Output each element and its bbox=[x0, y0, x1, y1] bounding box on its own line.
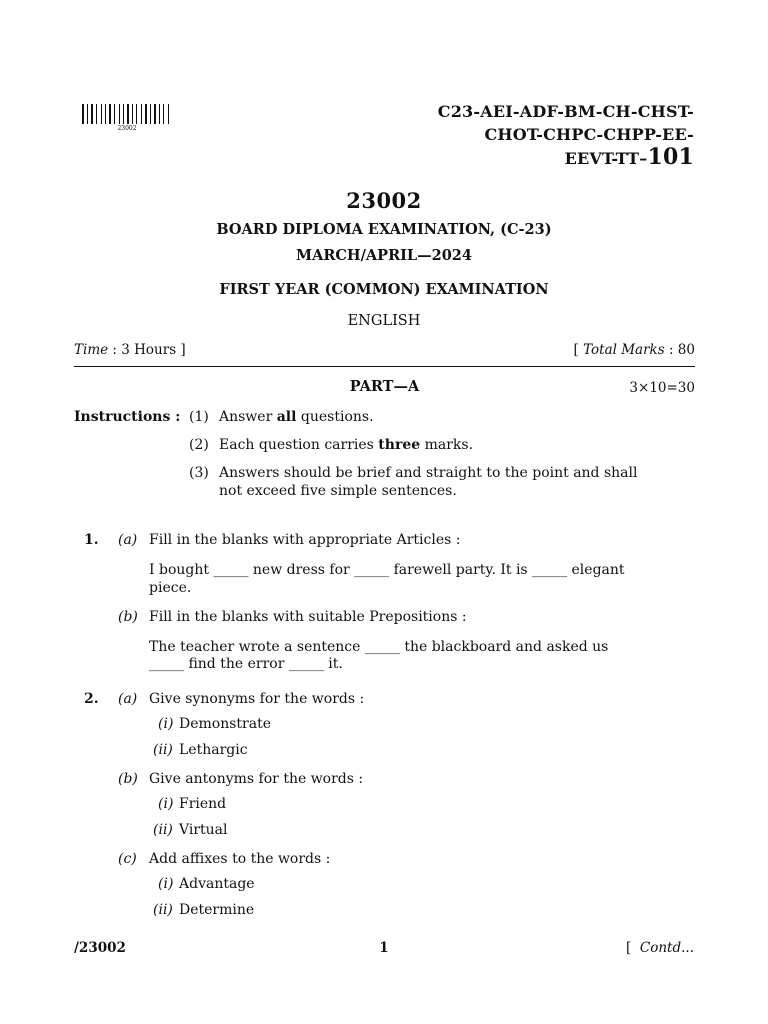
question-1-number: 1. bbox=[84, 532, 99, 548]
question-2b-ii-numeral: (ii) bbox=[153, 822, 173, 838]
part-marks: 3×10=30 bbox=[629, 380, 695, 396]
barcode-bar bbox=[159, 104, 160, 124]
course-code-prefix: EEVT-TT– bbox=[564, 149, 648, 168]
question-2a-letter: (a) bbox=[118, 691, 138, 707]
time-marks-row bbox=[74, 342, 695, 358]
course-code-line-1: C23-AEI-ADF-BM-CH-CHST- bbox=[437, 102, 694, 121]
marks-info bbox=[573, 342, 695, 358]
question-2c-ii-numeral: (ii) bbox=[153, 902, 173, 918]
barcode-bar bbox=[163, 104, 164, 124]
barcode-bar bbox=[168, 104, 169, 124]
question-1b-prompt: Fill in the blanks with suitable Prepositions : bbox=[149, 609, 467, 625]
question-1a-letter: (a) bbox=[118, 532, 138, 548]
part-title: PART—A bbox=[349, 378, 420, 395]
question-2c-prompt: Add affixes to the words : bbox=[149, 851, 331, 867]
instruction-2-post: marks. bbox=[424, 437, 474, 453]
time-value: : 3 Hours ] bbox=[112, 342, 186, 358]
time-info bbox=[74, 342, 186, 358]
question-2a-prompt: Give synonyms for the words : bbox=[149, 691, 365, 707]
barcode-bar bbox=[109, 104, 111, 124]
question-1a-line-1: I bought _____ new dress for _____ farewell party. It is _____ elegant bbox=[149, 562, 625, 578]
instruction-1-post: questions. bbox=[300, 409, 374, 425]
question-1a-prompt: Fill in the blanks with appropriate Articles : bbox=[149, 532, 461, 548]
subject-title: ENGLISH bbox=[347, 313, 421, 329]
question-1b-line-1: The teacher wrote a sentence _____ the blackboard and asked us bbox=[149, 639, 609, 655]
marks-label: Total Marks bbox=[583, 342, 665, 358]
barcode-bar bbox=[119, 104, 120, 124]
footer-paper-code: /23002 bbox=[74, 940, 126, 956]
question-1b-letter: (b) bbox=[118, 609, 138, 625]
question-2a-ii-word: Lethargic bbox=[179, 742, 248, 758]
instruction-1-pre: Answer bbox=[219, 409, 273, 425]
barcode-bar bbox=[82, 104, 84, 124]
barcode-bar bbox=[136, 104, 137, 124]
question-2a-i-word: Demonstrate bbox=[179, 716, 271, 732]
barcode-image bbox=[82, 104, 172, 124]
course-code-line-3 bbox=[438, 146, 694, 170]
page-number: 1 bbox=[379, 940, 389, 956]
instruction-1 bbox=[219, 408, 689, 426]
barcode-bar bbox=[150, 104, 151, 124]
instruction-2-pre: Each question carries bbox=[219, 437, 374, 453]
continued-note bbox=[626, 940, 694, 956]
instruction-2 bbox=[219, 436, 689, 454]
question-2b-letter: (b) bbox=[118, 771, 138, 787]
instructions-label: Instructions : bbox=[74, 409, 181, 425]
barcode-bar bbox=[141, 104, 142, 124]
instruction-1-emphasis: all bbox=[276, 409, 297, 425]
barcode-bar bbox=[132, 104, 133, 124]
continued-bracket: [ bbox=[626, 940, 632, 956]
barcode-bar bbox=[101, 104, 102, 124]
header-divider bbox=[74, 366, 695, 367]
course-code-block bbox=[438, 100, 694, 170]
question-2a-ii-numeral: (ii) bbox=[153, 742, 173, 758]
barcode-bar bbox=[87, 104, 88, 124]
instruction-3-line-2: not exceed five simple sentences. bbox=[219, 483, 457, 499]
paper-code: 23002 bbox=[346, 188, 422, 213]
barcode bbox=[82, 104, 172, 132]
instruction-1-number: (1) bbox=[189, 409, 209, 425]
instruction-3-number: (3) bbox=[189, 465, 209, 481]
barcode-bar bbox=[91, 104, 93, 124]
exam-title: BOARD DIPLOMA EXAMINATION, (C-23) bbox=[216, 221, 552, 238]
barcode-bar bbox=[127, 104, 129, 124]
barcode-bar bbox=[154, 104, 156, 124]
barcode-bar bbox=[96, 104, 97, 124]
question-1a-line-2: piece. bbox=[149, 580, 192, 596]
question-2b-ii-word: Virtual bbox=[179, 822, 228, 838]
question-2-number: 2. bbox=[84, 691, 99, 707]
question-2a-i-numeral: (i) bbox=[158, 716, 174, 732]
instruction-3-line-1: Answers should be brief and straight to the point and shall bbox=[219, 465, 638, 481]
question-2c-i-word: Advantage bbox=[179, 876, 255, 892]
barcode-bar bbox=[123, 104, 124, 124]
question-2b-prompt: Give antonyms for the words : bbox=[149, 771, 364, 787]
marks-bracket: [ bbox=[573, 342, 579, 358]
question-2c-i-numeral: (i) bbox=[158, 876, 174, 892]
instruction-2-emphasis: three bbox=[378, 437, 421, 453]
course-code-line-2: CHOT-CHPC-CHPP-EE- bbox=[484, 125, 694, 144]
question-2b-i-word: Friend bbox=[179, 796, 227, 812]
barcode-bar bbox=[145, 104, 147, 124]
question-1b-line-2: _____ find the error _____ it. bbox=[149, 656, 343, 672]
marks-value: : 80 bbox=[668, 342, 695, 358]
barcode-bar bbox=[114, 104, 115, 124]
question-2c-ii-word: Determine bbox=[179, 902, 255, 918]
continued-text: Contd... bbox=[639, 940, 694, 956]
instruction-2-number: (2) bbox=[189, 437, 209, 453]
barcode-number: 23002 bbox=[117, 125, 137, 132]
barcode-bar bbox=[105, 104, 106, 124]
course-code-number: 101 bbox=[647, 144, 694, 170]
question-2c-letter: (c) bbox=[118, 851, 137, 867]
time-label: Time bbox=[74, 342, 109, 358]
year-title: FIRST YEAR (COMMON) EXAMINATION bbox=[219, 281, 549, 298]
exam-session: MARCH/APRIL—2024 bbox=[296, 247, 472, 264]
question-2b-i-numeral: (i) bbox=[158, 796, 174, 812]
